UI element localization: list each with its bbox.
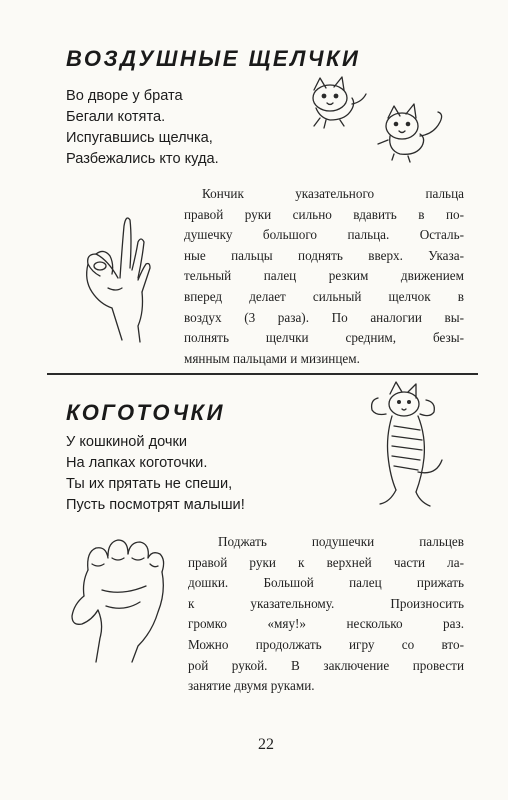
poem-line: Пусть посмотрят малыши!: [66, 497, 245, 513]
section2-text: [188, 532, 464, 697]
section1-text: [184, 184, 464, 369]
page-number: 22: [258, 736, 274, 753]
kittens-icon: [300, 74, 450, 164]
text-line: мянным пальцами и мизинцем.: [184, 350, 360, 366]
text-line: Кончик указательного пальца: [202, 186, 464, 201]
poem-line: Бегали котята.: [66, 109, 166, 125]
text-line: рой рукой. В заключение провести: [188, 657, 464, 673]
section2-poem: [66, 432, 245, 516]
text-line: душечку большого пальца. Осталь-: [184, 227, 464, 243]
text-line: Можно продолжать игру со вто-: [188, 636, 464, 652]
hand-click-icon: [78, 208, 158, 348]
text-line: дошки. Большой палец прижать: [188, 575, 464, 591]
section2-title: КОГОТОЧКИ: [66, 400, 225, 425]
text-line: ные пальцы поднять вверх. Указа-: [184, 247, 464, 263]
text-line: воздух (3 раза). По аналогии вы-: [184, 309, 464, 325]
hand-claws-icon: [66, 534, 176, 664]
text-line: занятие двумя руками.: [188, 678, 315, 694]
cat-icon: [356, 380, 448, 512]
text-line: вперед делает сильный щелчок в: [184, 288, 464, 304]
text-line: тельный палец резким движением: [184, 268, 464, 284]
text-line: к указательному. Произносить: [188, 595, 464, 611]
text-line: громко «мяу!» несколько раз.: [188, 616, 464, 632]
section1-title: ВОЗДУШНЫЕ ЩЕЛЧКИ: [66, 46, 361, 71]
text-line: Поджать подушечки пальцев: [218, 534, 464, 549]
poem-line: На лапках коготочки.: [66, 455, 208, 471]
poem-line: Ты их прятать не спеши,: [66, 476, 233, 492]
poem-line: Во дворе у брата: [66, 88, 183, 104]
poem-line: Испугавшись щелчка,: [66, 130, 213, 146]
section-divider: [47, 373, 478, 375]
poem-line: Разбежались кто куда.: [66, 151, 219, 167]
text-line: правой руки к верхней части ла-: [188, 554, 464, 570]
text-line: полнять щелчки средним, безы-: [184, 330, 464, 346]
poem-line: У кошкиной дочки: [66, 434, 188, 450]
text-line: правой руки сильно вдавить в по-: [184, 206, 464, 222]
section1-poem: [66, 86, 219, 170]
